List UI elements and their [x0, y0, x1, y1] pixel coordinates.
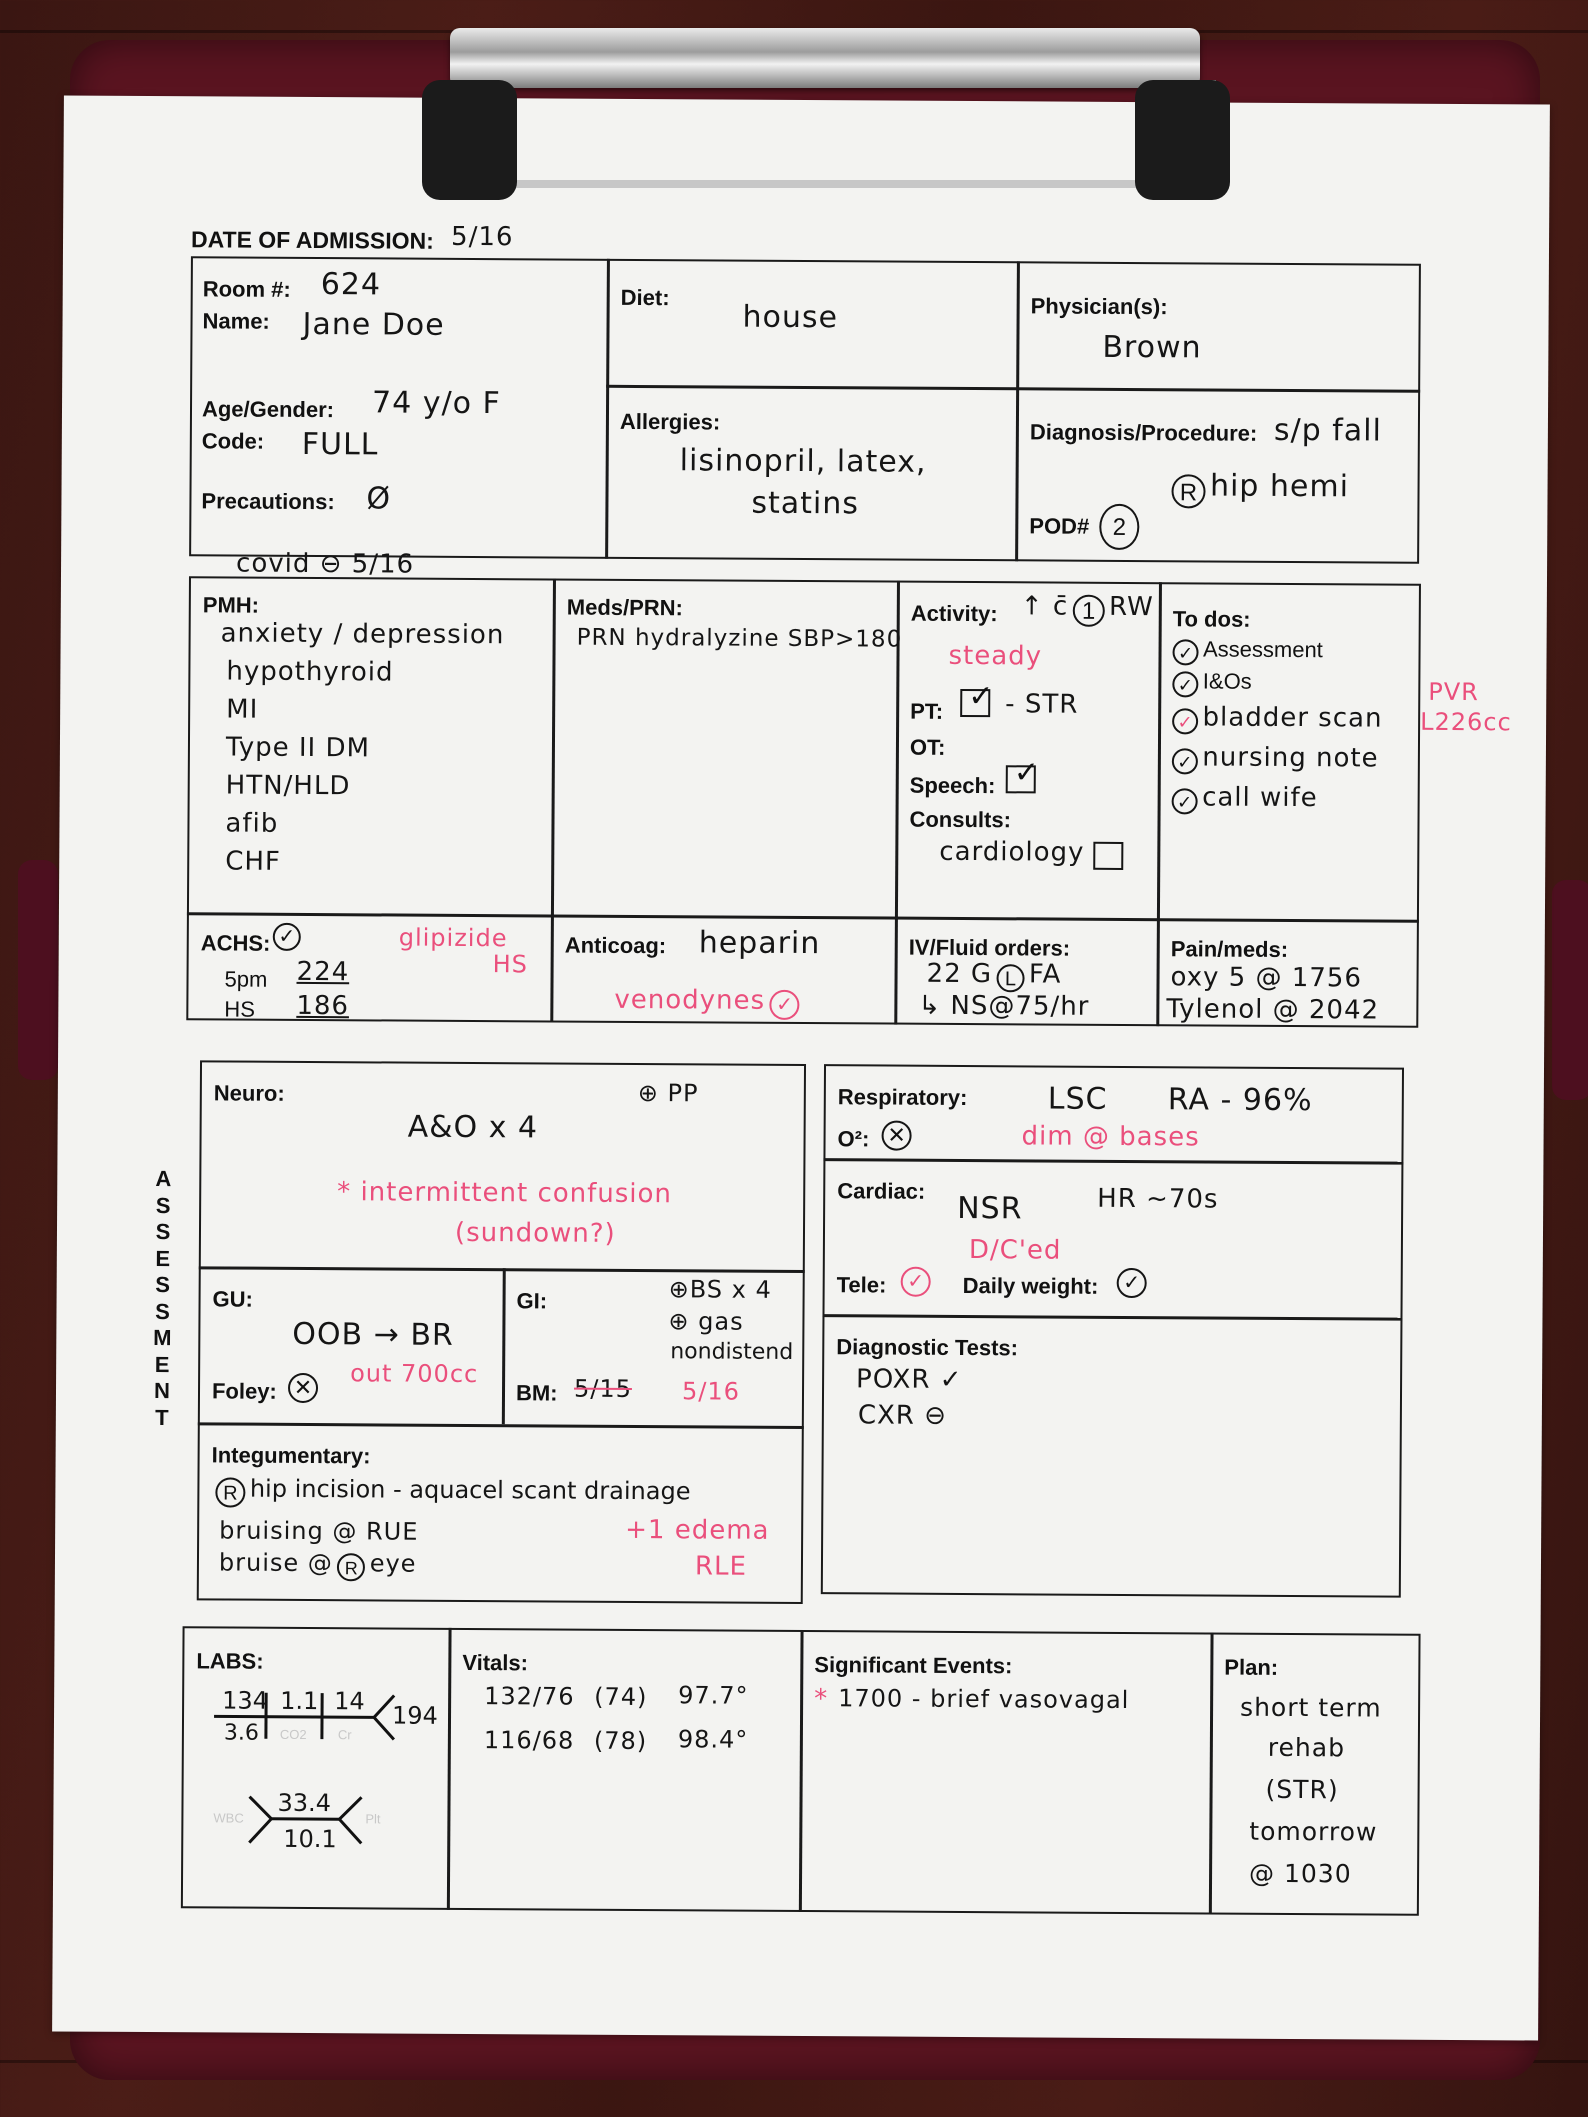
tele-dc-note: D/C'ed [968, 1235, 1062, 1266]
neuro-value: A&O x 4 [407, 1109, 539, 1146]
code-value: FULL [301, 426, 379, 463]
vitals-hr: (78) [593, 1726, 648, 1756]
o2-status-icon: ✕ [881, 1120, 911, 1150]
lab-hgb: 33.4 [277, 1788, 332, 1818]
clipboard-clip-wire [470, 80, 1216, 188]
neuro-note: * intermittent confusion [337, 1177, 673, 1210]
age-gender-value: 74 y/o F [371, 385, 501, 422]
ot-label: OT: [909, 734, 946, 760]
pod-value: 2 [1099, 504, 1139, 550]
bm-new-value: 5/16 [681, 1377, 741, 1406]
foley-label: Foley: [211, 1378, 277, 1404]
anticoag-value: heparin [698, 925, 821, 962]
pmh-label: PMH: [202, 592, 260, 618]
diagnosis-label: Diagnosis/Procedure: [1029, 419, 1258, 446]
cardiac-value: HR ~70s [1097, 1183, 1219, 1215]
achs-note: glipizide [398, 923, 508, 953]
lab-glucose: 194 [391, 1701, 438, 1730]
integumentary-line2: bruising @ RUE [219, 1516, 419, 1546]
iv-label: IV/Fluid orders: [908, 934, 1071, 961]
pmh-item: CHF [225, 846, 282, 877]
precautions-value: Ø [366, 481, 392, 517]
lab-co2-placeholder: CO2 [279, 1726, 307, 1742]
daily-weight-label: Daily weight: [962, 1272, 1099, 1299]
speech-checkbox: ✓ [1006, 765, 1036, 793]
pt-value: - STR [1005, 689, 1079, 720]
iv-line1: 22 G L FA [926, 959, 1061, 993]
tele-status-icon: ✓ [901, 1267, 931, 1297]
clipboard-clip-bar [450, 28, 1200, 88]
consults-value: cardiology [939, 836, 1085, 868]
diagnostic-tests-label: Diagnostic Tests: [836, 1334, 1019, 1361]
todo-item: ✓ Assessment [1172, 636, 1322, 666]
clipboard-side-clip [1552, 880, 1588, 1100]
room-value: 624 [320, 267, 382, 303]
activity-label: Activity: [910, 600, 998, 627]
diagnosis-line1: s/p fall [1273, 412, 1382, 449]
cardiac-label: Cardiac: [837, 1178, 926, 1204]
pvr-note: L226cc [1420, 707, 1512, 737]
todo-item: ✓ I&Os [1172, 668, 1252, 697]
vitals-bp: 132/76 [484, 1682, 575, 1711]
pt-checkbox: ✓ [960, 689, 990, 717]
events-value: 1700 - brief vasovagal [838, 1684, 1130, 1715]
gi-line: ⊕BS x 4 [668, 1275, 772, 1304]
labs-label: LABS: [196, 1648, 264, 1674]
lab-bun: 14 [334, 1687, 365, 1716]
respiratory-value: LSC [1047, 1081, 1108, 1117]
vitals-label: Vitals: [462, 1649, 529, 1676]
achs-note: HS [492, 950, 528, 979]
clipboard-clip-cap [422, 80, 517, 200]
diagnostic-test-item: CXR ⊖ [857, 1400, 948, 1431]
neuro-pp: ⊕ PP [637, 1079, 699, 1108]
physician-value: Brown [1102, 329, 1202, 366]
anticoag-note: venodynes ✓ [614, 985, 799, 1020]
daily-weight-check-icon: ✓ [1117, 1268, 1147, 1298]
physician-label: Physician(s): [1030, 293, 1168, 320]
plan-line: short term [1240, 1692, 1382, 1723]
lab-sodium: 134 [222, 1686, 269, 1715]
pt-label: PT: [910, 698, 944, 724]
admission-date-value: 5/16 [450, 221, 514, 253]
diagnosis-line2: R hip hemi [1171, 468, 1349, 509]
pmh-item: Type II DM [225, 732, 371, 764]
allergies-label: Allergies: [619, 408, 721, 435]
integumentary-label: Integumentary: [211, 1442, 371, 1469]
iv-line2: ↳ NS@75/hr [918, 990, 1090, 1022]
achs-value: 224 [296, 956, 350, 988]
integumentary-line1: R hip incision - aquacel scant drainage [215, 1474, 690, 1510]
cardiac-value: NSR [957, 1190, 1023, 1227]
o2-label: O²: [837, 1126, 870, 1152]
lab-hct: 10.1 [283, 1824, 337, 1854]
integumentary-note: +1 edema [625, 1514, 770, 1546]
todos-label: To dos: [1172, 606, 1251, 632]
vitals-temp: 98.4° [677, 1725, 749, 1754]
room-label: Room #: [202, 276, 291, 302]
vitals-bp: 116/68 [483, 1726, 575, 1755]
age-gender-label: Age/Gender: [201, 396, 335, 423]
achs-check-icon: ✓ [273, 923, 301, 951]
pod-label: POD# [1029, 513, 1090, 539]
patient-report-sheet [52, 95, 1550, 2040]
achs-time: HS [224, 996, 255, 1022]
diet-value: house [742, 299, 839, 336]
diagnostic-test-item: POXR ✓ [856, 1364, 963, 1395]
respiratory-note: dim @ bases [1021, 1121, 1200, 1153]
neuro-note: (sundown?) [454, 1217, 616, 1249]
respiratory-label: Respiratory: [837, 1084, 968, 1111]
achs-time: 5pm [224, 966, 268, 992]
name-value: Jane Doe [302, 306, 445, 343]
precautions-label: Precautions: [201, 488, 335, 515]
gu-value: OOB → BR [292, 1316, 454, 1353]
plan-line: rehab [1267, 1732, 1346, 1763]
activity-note: steady [948, 640, 1043, 672]
right-side-circle: R [1171, 474, 1205, 508]
clipboard-side-clip [18, 860, 58, 1080]
pain-line2: Tylenol @ 2042 [1166, 994, 1380, 1026]
tele-label: Tele: [836, 1272, 887, 1298]
neuro-label: Neuro: [213, 1080, 285, 1106]
pmh-item: hypothyroid [226, 656, 394, 688]
speech-label: Speech: [909, 772, 996, 799]
plan-line: tomorrow [1249, 1816, 1378, 1847]
allergies-line1: lisinopril, latex, [679, 443, 927, 480]
assessment-side-label: A S S E S S M E N T [153, 1166, 172, 1430]
lab-wbc-placeholder: WBC [213, 1810, 244, 1826]
events-label: Significant Events: [814, 1652, 1013, 1679]
respiratory-value: RA - 96% [1167, 1082, 1313, 1119]
gi-line: nondistend [670, 1339, 794, 1365]
lab-chloride: 1.1 [280, 1686, 319, 1716]
covid-note: covid ⊖ 5/16 [235, 548, 415, 580]
todo-item: ✓ nursing note [1172, 742, 1379, 775]
bm-old-value: 5/15 [573, 1374, 633, 1403]
lab-potassium: 3.6 [223, 1720, 260, 1746]
todo-item: ✓ bladder scan [1172, 702, 1383, 735]
pvr-note: PVR [1428, 677, 1479, 707]
integumentary-note: RLE [694, 1551, 748, 1582]
achs-label: ACHS: [200, 930, 271, 956]
gu-label: GU: [212, 1286, 253, 1312]
pmh-item: anxiety / depression [220, 618, 505, 651]
todo-item: ✓ call wife [1172, 782, 1318, 815]
pmh-item: HTN/HLD [225, 770, 351, 802]
pmh-item: afib [225, 808, 279, 839]
admission-date-label: DATE OF ADMISSION: [190, 226, 434, 254]
events-star: * [814, 1684, 829, 1715]
bm-label: BM: [515, 1380, 558, 1406]
pmh-item: MI [226, 694, 259, 725]
lab-plt-placeholder: Plt [365, 1811, 381, 1827]
allergies-line2: statins [751, 485, 860, 522]
plan-label: Plan: [1224, 1654, 1279, 1680]
lab-cr-placeholder: Cr [337, 1727, 352, 1743]
pain-label: Pain/meds: [1170, 936, 1289, 962]
achs-value: 186 [296, 990, 350, 1022]
meds-value: PRN hydralyzine SBP>180 [576, 624, 903, 653]
anticoag-label: Anticoag: [564, 932, 667, 959]
gi-label: GI: [516, 1288, 548, 1314]
vitals-hr: (74) [594, 1682, 648, 1712]
meds-label: Meds/PRN: [566, 594, 684, 621]
clipboard-clip-cap [1135, 80, 1230, 200]
activity-value: ↑ c̄ 1 RW [1021, 591, 1154, 627]
plan-line: (STR) [1265, 1774, 1339, 1805]
code-label: Code: [201, 428, 265, 454]
plan-line: @ 1030 [1249, 1858, 1352, 1889]
lab-fishbone-diagrams [213, 1686, 438, 1877]
integumentary-line3: bruise @ R eye [219, 1548, 417, 1581]
consults-label: Consults: [909, 806, 1012, 833]
diet-label: Diet: [620, 284, 670, 311]
gi-line: ⊕ gas [668, 1307, 744, 1336]
pain-line1: oxy 5 @ 1756 [1170, 962, 1363, 994]
foley-status-icon: ✕ [288, 1373, 318, 1403]
vitals-temp: 97.7° [678, 1681, 749, 1710]
name-label: Name: [202, 308, 270, 334]
gu-note: out 700cc [350, 1359, 479, 1389]
consults-checkbox [1093, 842, 1123, 870]
